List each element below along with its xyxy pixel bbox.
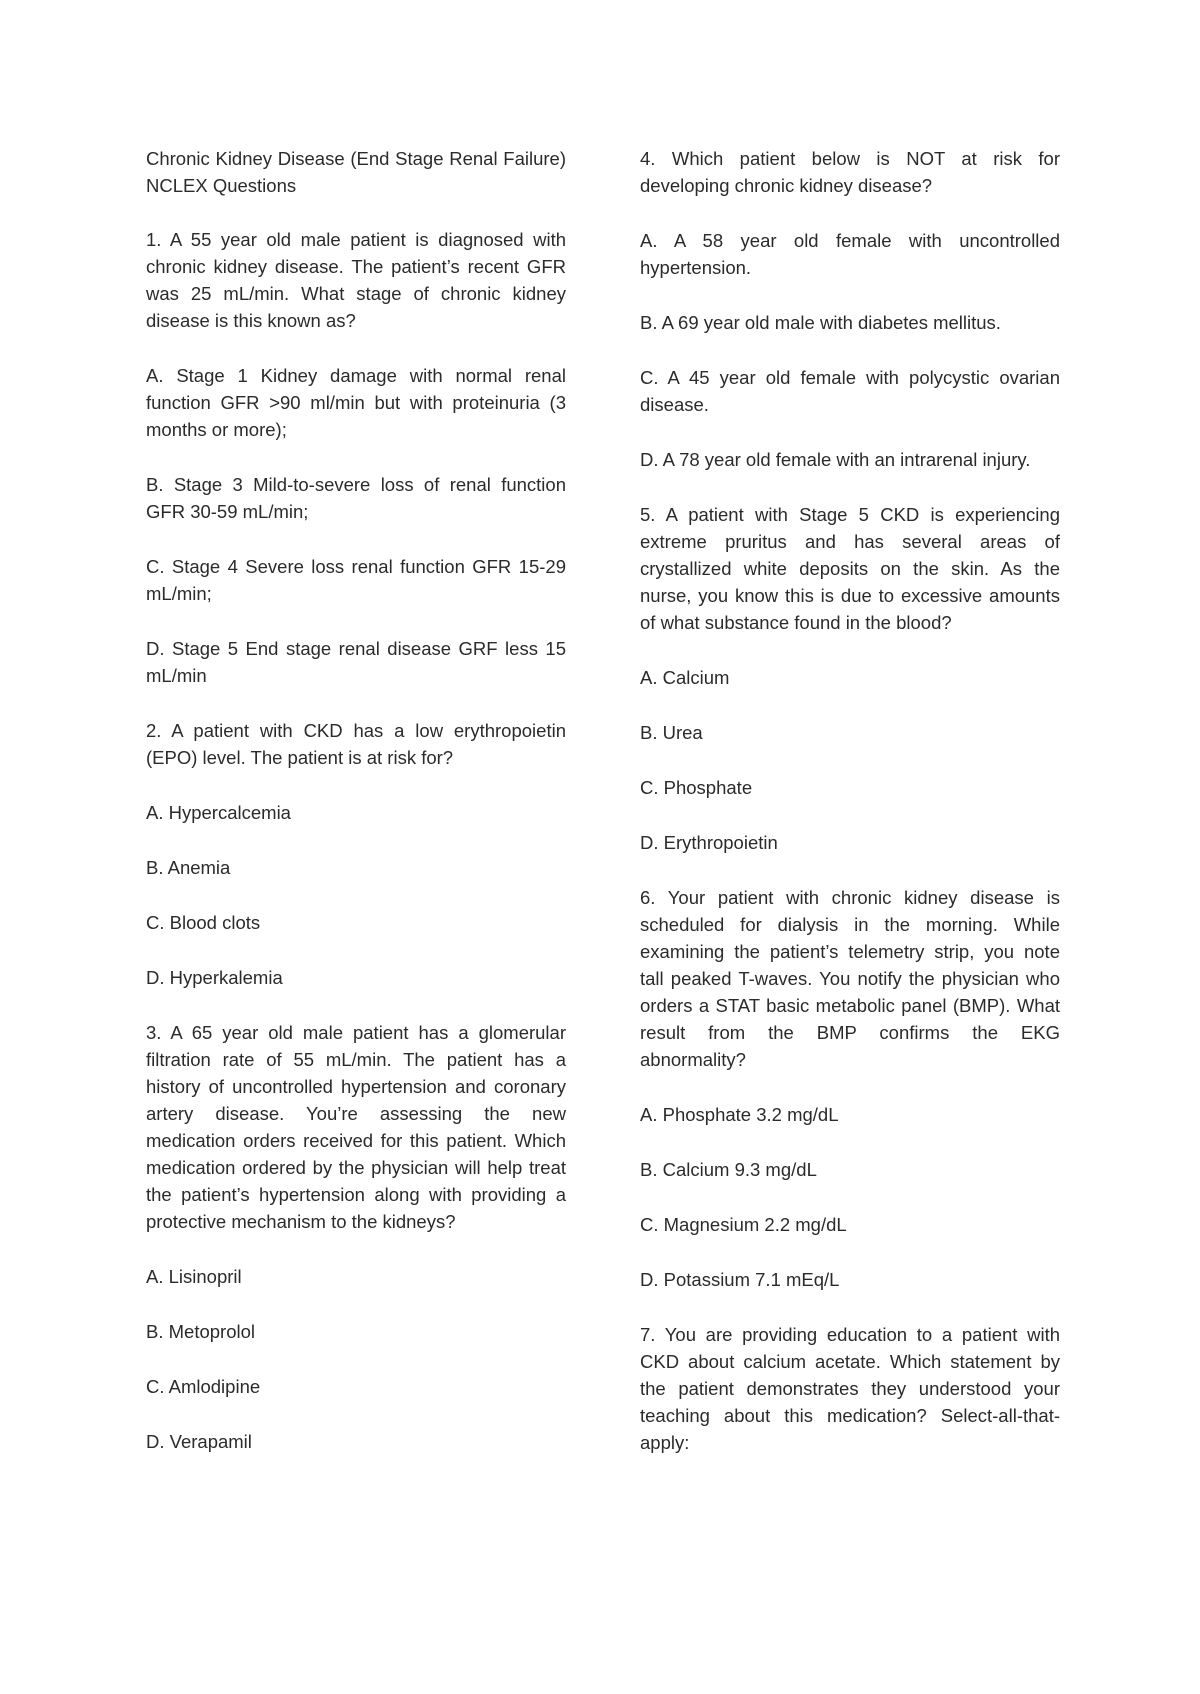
question-5: 5. A patient with Stage 5 CKD is experiencing extreme pruritus and has several areas of crystallized white deposits on the skin. As the nurse, you know this is due to excessive amounts of what substance found in the blood? bbox=[640, 504, 1060, 633]
answer-option: B. Stage 3 Mild-to-severe loss of renal function GFR 30-59 mL/min; bbox=[146, 474, 566, 522]
question-1: 1. A 55 year old male patient is diagnosed with chronic kidney disease. The patient’s recent GFR was 25 mL/min. What stage of chronic kidney disease is this known as? bbox=[146, 229, 566, 331]
answer-option: A. Hypercalcemia bbox=[146, 802, 291, 823]
answer-option: C. Magnesium 2.2 mg/dL bbox=[640, 1214, 847, 1235]
answer-option: D. Hyperkalemia bbox=[146, 967, 283, 988]
answer-option: C. A 45 year old female with polycystic ovarian disease. bbox=[640, 367, 1060, 415]
answer-option: B. Anemia bbox=[146, 857, 231, 878]
right-column bbox=[640, 145, 1060, 1484]
answer-option: D. Erythropoietin bbox=[640, 832, 778, 853]
answer-option: D. A 78 year old female with an intrarenal injury. bbox=[640, 449, 1031, 470]
answer-option: D. Stage 5 End stage renal disease GRF less 15 mL/min bbox=[146, 638, 566, 686]
answer-option: B. Urea bbox=[640, 722, 703, 743]
question-3: 3. A 65 year old male patient has a glomerular filtration rate of 55 mL/min. The patient has a history of uncontrolled hypertension and coronary artery disease. You’re assessing the new medication orders received for this patient. Which medication ordered by the physician will help treat the patient’s hypertension along with providing a protective mechanism to the kidneys? bbox=[146, 1022, 566, 1232]
answer-option: C. Stage 4 Severe loss renal function GFR 15-29 mL/min; bbox=[146, 556, 566, 604]
answer-option: C. Blood clots bbox=[146, 912, 261, 933]
question-6: 6. Your patient with chronic kidney disease is scheduled for dialysis in the morning. While examining the patient’s telemetry strip, you note tall peaked T-waves. You notify the physician who orders a STAT basic metabolic panel (BMP). What result from the BMP confirms the EKG abnormality? bbox=[640, 887, 1060, 1070]
document-title: Chronic Kidney Disease (End Stage Renal Failure) NCLEX Questions bbox=[146, 148, 566, 196]
answer-option: B. Calcium 9.3 mg/dL bbox=[640, 1159, 817, 1180]
answer-option: A. Lisinopril bbox=[146, 1266, 242, 1287]
answer-option: A. Calcium bbox=[640, 667, 730, 688]
answer-option: D. Verapamil bbox=[146, 1431, 252, 1452]
question-4: 4. Which patient below is NOT at risk for developing chronic kidney disease? bbox=[640, 148, 1060, 196]
answer-option: C. Phosphate bbox=[640, 777, 753, 798]
left-column bbox=[146, 145, 566, 1483]
answer-option: C. Amlodipine bbox=[146, 1376, 261, 1397]
question-7: 7. You are providing education to a patient with CKD about calcium acetate. Which statement by the patient demonstrates they understood your teaching about this medication? Select-all-that-apply: bbox=[640, 1324, 1060, 1453]
question-2: 2. A patient with CKD has a low erythropoietin (EPO) level. The patient is at risk for? bbox=[146, 720, 566, 768]
answer-option: D. Potassium 7.1 mEq/L bbox=[640, 1269, 840, 1290]
answer-option: A. A 58 year old female with uncontrolled hypertension. bbox=[640, 230, 1060, 278]
answer-option: A. Stage 1 Kidney damage with normal renal function GFR >90 ml/min but with proteinuria (3 months or more); bbox=[146, 365, 566, 440]
answer-option: B. Metoprolol bbox=[146, 1321, 255, 1342]
answer-option: B. A 69 year old male with diabetes mellitus. bbox=[640, 312, 1001, 333]
answer-option: A. Phosphate 3.2 mg/dL bbox=[640, 1104, 839, 1125]
